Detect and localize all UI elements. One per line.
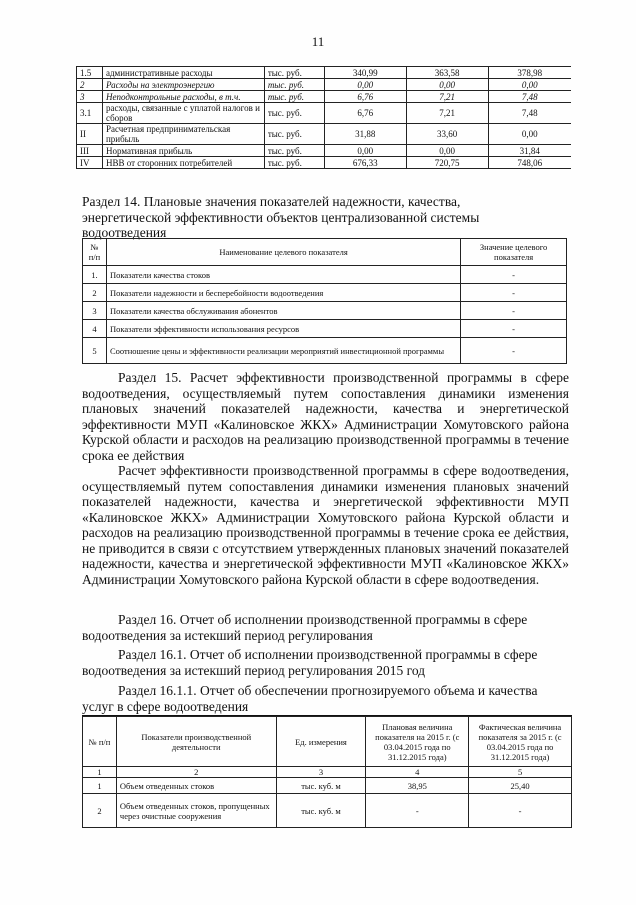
finance-name: расходы, связанные с уплатой налогов и сборов	[102, 103, 264, 124]
finance-unit: тыс. руб.	[264, 124, 324, 145]
services-col-index: 5	[469, 767, 572, 778]
finance-row	[77, 67, 572, 79]
finance-value-3: 378,98	[488, 67, 571, 79]
indicator-name: Соотношение цены и эффективности реализации мероприятий инвестиционной программы	[106, 338, 460, 364]
finance-row	[77, 157, 572, 169]
finance-value-3: 31,84	[488, 145, 571, 157]
finance-row	[77, 124, 572, 145]
services-name: Объем отведенных стоков, пропущенных через очистные сооружения	[116, 794, 276, 828]
finance-row	[77, 145, 572, 157]
indicator-value: -	[461, 302, 567, 320]
services-row	[83, 794, 572, 828]
section16-line2: водоотведения за истекший период регулирования	[82, 628, 373, 643]
finance-name: Неподконтрольные расходы, в т.ч.	[102, 91, 264, 103]
finance-num: III	[77, 145, 103, 157]
services-col-name: Показатели производственной деятельности	[116, 717, 276, 767]
services-col-index: 1	[83, 767, 117, 778]
finance-unit: тыс. руб.	[264, 103, 324, 124]
finance-value-2: 720,75	[406, 157, 488, 169]
finance-row	[77, 103, 572, 124]
finance-unit: тыс. руб.	[264, 157, 324, 169]
finance-num: 3	[77, 91, 103, 103]
finance-value-1: 6,76	[324, 91, 406, 103]
finance-row	[77, 91, 572, 103]
indicator-name: Показатели надежности и бесперебойности водоотведения	[106, 284, 460, 302]
finance-value-2: 33,60	[406, 124, 488, 145]
services-unit: тыс. куб. м	[276, 794, 366, 828]
finance-value-2: 7,21	[406, 91, 488, 103]
finance-value-1: 0,00	[324, 79, 406, 91]
finance-name: Расходы на электроэнергию	[102, 79, 264, 91]
finance-value-2: 7,21	[406, 103, 488, 124]
services-fact: 25,40	[469, 778, 572, 794]
services-num: 2	[83, 794, 117, 828]
finance-name: НВВ от сторонних потребителей	[102, 157, 264, 169]
finance-unit: тыс. руб.	[264, 91, 324, 103]
indicator-name: Показатели качества стоков	[106, 266, 460, 284]
indicator-num: 2	[83, 284, 107, 302]
finance-num: 1.5	[77, 67, 103, 79]
section15-heading: Раздел 15. Расчет эффективности производственной программы в сфере водоотведения, осуществляемый путем сопоставления динамики изменения плановых значений показателей надежности, качества и энергетической эффективности МУП «Калиновское ЖКХ» Администрации Хомутовского района Курской области и расходов на реализацию производственной программы в течение срока ее действия	[82, 370, 569, 463]
indicator-row	[83, 284, 567, 302]
indicator-value: -	[461, 320, 567, 338]
indicator-row	[83, 302, 567, 320]
indicator-num: 5	[83, 338, 107, 364]
indicator-row	[83, 338, 567, 364]
services-plan: 38,95	[366, 778, 469, 794]
finance-value-1: 340,99	[324, 67, 406, 79]
services-name: Объем отведенных стоков	[116, 778, 276, 794]
section14-heading-line2: энергетической эффективности объектов централизованной системы	[82, 210, 480, 225]
indicator-value: -	[461, 338, 567, 364]
finance-value-1: 6,76	[324, 103, 406, 124]
indicator-value: -	[461, 284, 567, 302]
finance-name: Нормативная прибыль	[102, 145, 264, 157]
indicator-row	[83, 266, 567, 284]
services-col-index: 2	[116, 767, 276, 778]
indicators-col-num: № п/п	[83, 239, 107, 266]
finance-value-3: 7,48	[488, 91, 571, 103]
finance-num: 3.1	[77, 103, 103, 124]
finance-value-1: 676,33	[324, 157, 406, 169]
finance-name: административные расходы	[102, 67, 264, 79]
services-unit: тыс. куб. м	[276, 778, 366, 794]
section16-1-1-line1: Раздел 16.1.1. Отчет об обеспечении прогнозируемого объема и качества	[118, 683, 538, 698]
finance-num: IV	[77, 157, 103, 169]
finance-unit: тыс. руб.	[264, 67, 324, 79]
section16-1-1-line2: услуг в сфере водоотведения	[82, 699, 249, 714]
finance-value-3: 748,06	[488, 157, 571, 169]
services-table	[82, 716, 572, 828]
finance-value-1: 0,00	[324, 145, 406, 157]
services-fact: -	[469, 794, 572, 828]
services-row	[83, 778, 572, 794]
section16-1-line1: Раздел 16.1. Отчет об исполнении производственной программы в сфере	[118, 647, 538, 662]
indicator-num: 1.	[83, 266, 107, 284]
indicator-name: Показатели качества обслуживания абонентов	[106, 302, 460, 320]
section14-heading-line3: водоотведения	[82, 225, 167, 240]
indicator-value: -	[461, 266, 567, 284]
finance-unit: тыс. руб.	[264, 79, 324, 91]
services-col-plan: Плановая величина показателя на 2015 г. (с 03.04.2015 года по 31.12.2015 года)	[366, 717, 469, 767]
finance-unit: тыс. руб.	[264, 145, 324, 157]
indicators-col-value: Значение целевого показателя	[461, 239, 567, 266]
finance-row	[77, 79, 572, 91]
services-num: 1	[83, 778, 117, 794]
finance-value-3: 7,48	[488, 103, 571, 124]
services-col-index: 3	[276, 767, 366, 778]
section15-body: Расчет эффективности производственной программы в сфере водоотведения, осуществляемый путем сопоставления динамики изменения плановых значений показателей надежности, качества и энергетической эффективности МУП «Калиновское ЖКХ» Администрации Хомутовского района Курской области и расходов на реализацию производственной программы в течение срока ее действия, не приводится в связи с отсутствием утвержденных плановых значений показателей надежности, качества и энергетической эффективности МУП «Калиновское ЖКХ» Администрации Хомутовского района Курской области в сфере водоотведения.	[82, 463, 569, 587]
finance-value-2: 363,58	[406, 67, 488, 79]
finance-value-3: 0,00	[488, 124, 571, 145]
indicator-row	[83, 320, 567, 338]
indicator-name: Показатели эффективности использования ресурсов	[106, 320, 460, 338]
finance-name: Расчетная предпринимательская прибыль	[102, 124, 264, 145]
finance-value-2: 0,00	[406, 145, 488, 157]
services-col-unit: Ед. измерения	[276, 717, 366, 767]
finance-num: 2	[77, 79, 103, 91]
finance-value-3: 0,00	[488, 79, 571, 91]
services-col-num: № п/п	[83, 717, 117, 767]
services-col-index: 4	[366, 767, 469, 778]
finance-value-2: 0,00	[406, 79, 488, 91]
indicators-col-name: Наименование целевого показателя	[106, 239, 460, 266]
finance-num: II	[77, 124, 103, 145]
finance-value-1: 31,88	[324, 124, 406, 145]
section14-heading-line1: Раздел 14. Плановые значения показателей надежности, качества,	[82, 194, 461, 209]
finance-table	[76, 66, 571, 169]
services-col-fact: Фактическая величина показателя за 2015 г. (с 03.04.2015 года по 31.12.2015 года)	[469, 717, 572, 767]
section16-line1: Раздел 16. Отчет об исполнении производственной программы в сфере	[118, 612, 528, 627]
page-number: 11	[311, 34, 325, 49]
indicator-num: 3	[83, 302, 107, 320]
indicator-num: 4	[83, 320, 107, 338]
services-plan: -	[366, 794, 469, 828]
indicators-table	[82, 238, 567, 364]
section16-1-line2: водоотведения за истекший период регулирования 2015 год	[82, 663, 426, 678]
